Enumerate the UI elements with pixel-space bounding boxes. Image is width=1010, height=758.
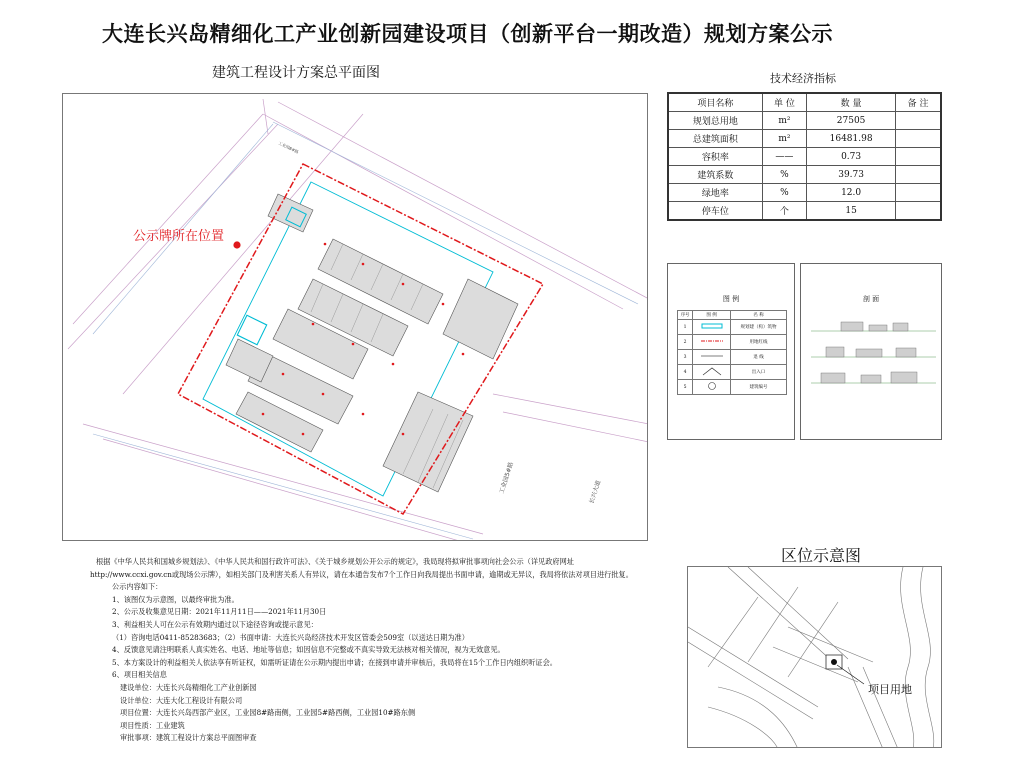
tech-cell-note (896, 112, 941, 130)
legend-name: 用地红线 (730, 335, 786, 350)
section-panel (800, 263, 942, 440)
legend-symbol-number (693, 380, 731, 395)
cyan-feature (237, 315, 266, 344)
legend-symbol-redline (693, 335, 731, 350)
tech-cell-note (896, 166, 941, 184)
tech-row (668, 112, 941, 130)
notice-line: 2、公示及收集意见日期：2021年11月11日——2021年11月30日 (112, 607, 327, 617)
tech-cell-name: 建筑系数 (668, 166, 762, 184)
legend-row (678, 335, 787, 350)
notice-line: 3、利益相关人可在公示有效期内通过以下途径咨询或提示意见： (112, 619, 318, 629)
location-map (687, 566, 942, 748)
legend-symbol-setback (693, 350, 731, 365)
page-subtitle: 建筑工程设计方案总平面图 (212, 65, 380, 81)
legend-no: 3 (678, 350, 693, 365)
notice-line: （1）咨询电话0411-85283683；（2）书面申请：大连长兴岛经济技术开发区管委会509室（以送达日期为准） (112, 632, 469, 642)
tech-cell-unit: % (762, 184, 806, 202)
tech-cell-value: 39.73 (807, 166, 896, 184)
section-drawings (801, 319, 941, 439)
notice-text (90, 556, 636, 745)
tech-cell-name: 停车位 (668, 202, 762, 221)
tech-row (668, 130, 941, 148)
legend-name: 出入口 (730, 365, 786, 380)
site-plan-svg (63, 94, 648, 541)
tech-cell-value: 15 (807, 202, 896, 221)
notice-line: 5、本方案设计的利益相关人依法享有听证权，如需听证请在公示期内提出申请；在接到申请并审核后，我局将在15个工作日内组织听证会。 (112, 657, 557, 667)
tech-row (668, 148, 941, 166)
tech-header: 单 位 (762, 93, 806, 112)
tech-row (668, 184, 941, 202)
tech-cell-value: 0.73 (807, 148, 896, 166)
section-title: 剖 面 (862, 295, 880, 303)
tech-cell-name: 规划总用地 (668, 112, 762, 130)
notice-line: 项目位置：大连长兴岛西部产业区，工业园8#路南侧，工业园5#路西侧，工业园10#路东侧 (120, 708, 416, 718)
tech-cell-value: 16481.98 (807, 130, 896, 148)
tech-header: 数 量 (807, 93, 896, 112)
tech-row (668, 166, 941, 184)
legend-symbol-entrance (693, 365, 731, 380)
tech-cell-unit: m² (762, 130, 806, 148)
legend-row (678, 320, 787, 335)
tech-cell-value: 27505 (807, 112, 896, 130)
tech-cell-name: 绿地率 (668, 184, 762, 202)
road-label-far-east: 长兴大道 (588, 479, 603, 505)
road-label-north: 工业园8#路 (277, 140, 300, 155)
buildings (226, 194, 518, 492)
notice-line: 设计单位：大连大化工程设计有限公司 (120, 695, 243, 705)
project-site-label: 项目用地 (868, 683, 912, 696)
sign-location-marker (233, 241, 240, 248)
notice-line: 建设单位：大连长兴岛精细化工产业创新园 (120, 682, 257, 692)
tech-cell-note (896, 202, 941, 221)
tech-cell-unit: —— (762, 148, 806, 166)
legend-symbol-building (693, 320, 731, 335)
tech-indicators-table (667, 92, 942, 221)
legend-table (677, 310, 787, 395)
tech-header: 项目名称 (668, 93, 762, 112)
tech-cell-note (896, 184, 941, 202)
location-map-title: 区位示意图 (781, 546, 862, 565)
notice-line: 项目性质：工业建筑 (120, 720, 185, 730)
road-label-east: 工业园5#路 (498, 461, 516, 495)
legend-header-row (678, 311, 787, 320)
notice-line: 1、该图仅为示意图，以最终审批为准。 (112, 594, 239, 604)
legend-name: 建筑编号 (730, 380, 786, 395)
legend-header: 名 称 (730, 311, 786, 320)
page-title: 大连长兴岛精细化工产业创新园建设项目（创新平台一期改造）规划方案公示 (102, 21, 833, 46)
legend-panel (667, 263, 795, 440)
tech-row (668, 202, 941, 221)
legend-no: 2 (678, 335, 693, 350)
tech-cell-unit: m² (762, 112, 806, 130)
location-map-svg (688, 567, 942, 748)
legend-row (678, 365, 787, 380)
legend-header: 图 例 (693, 311, 731, 320)
tech-cell-name: 容积率 (668, 148, 762, 166)
notice-line: 审批事项：建筑工程设计方案总平面图审查 (120, 733, 257, 743)
tech-indicators-title: 技术经济指标 (770, 72, 836, 85)
tech-cell-unit: % (762, 166, 806, 184)
tech-cell-unit: 个 (762, 202, 806, 221)
legend-no: 4 (678, 365, 693, 380)
notice-line: 根据《中华人民共和国城乡规划法》、《中华人民共和国行政许可法》、《关于城乡规划公开公示的规定》，我局现将拟审批事项向社会公示（详见政府网址 (96, 557, 574, 566)
legend-header: 序号 (678, 311, 693, 320)
notice-line: http://www.ccxi.gov.cn或现场公示牌），如相关部门及利害关系人有异议，请在本通告发布7个工作日向我局提出书面申请，逾期或无异议，我局将依法对项目进行批复。 (90, 569, 633, 579)
tech-cell-note (896, 130, 941, 148)
tech-cell-note (896, 148, 941, 166)
tech-header-row (668, 93, 941, 112)
notice-line: 4、反馈意见请注明联系人真实姓名、电话、地址等信息；如因信息不完整或不真实导致无法核对相关情况，视为无效意见。 (112, 645, 505, 655)
sign-location-label: 公示牌所在位置 (133, 229, 225, 244)
tech-header: 备 注 (896, 93, 941, 112)
notice-line: 公示内容如下： (112, 582, 163, 592)
legend-row (678, 350, 787, 365)
legend-no: 5 (678, 380, 693, 395)
tech-cell-value: 12.0 (807, 184, 896, 202)
legend-row (678, 380, 787, 395)
legend-title: 图 例 (722, 295, 740, 303)
site-location-dot (831, 659, 837, 665)
legend-name: 规划建（构）筑物 (730, 320, 786, 335)
legend-no: 1 (678, 320, 693, 335)
tech-cell-name: 总建筑面积 (668, 130, 762, 148)
site-plan-drawing (62, 93, 648, 541)
legend-name: 退 线 (730, 350, 786, 365)
notice-line: 6、项目相关信息 (112, 670, 167, 680)
